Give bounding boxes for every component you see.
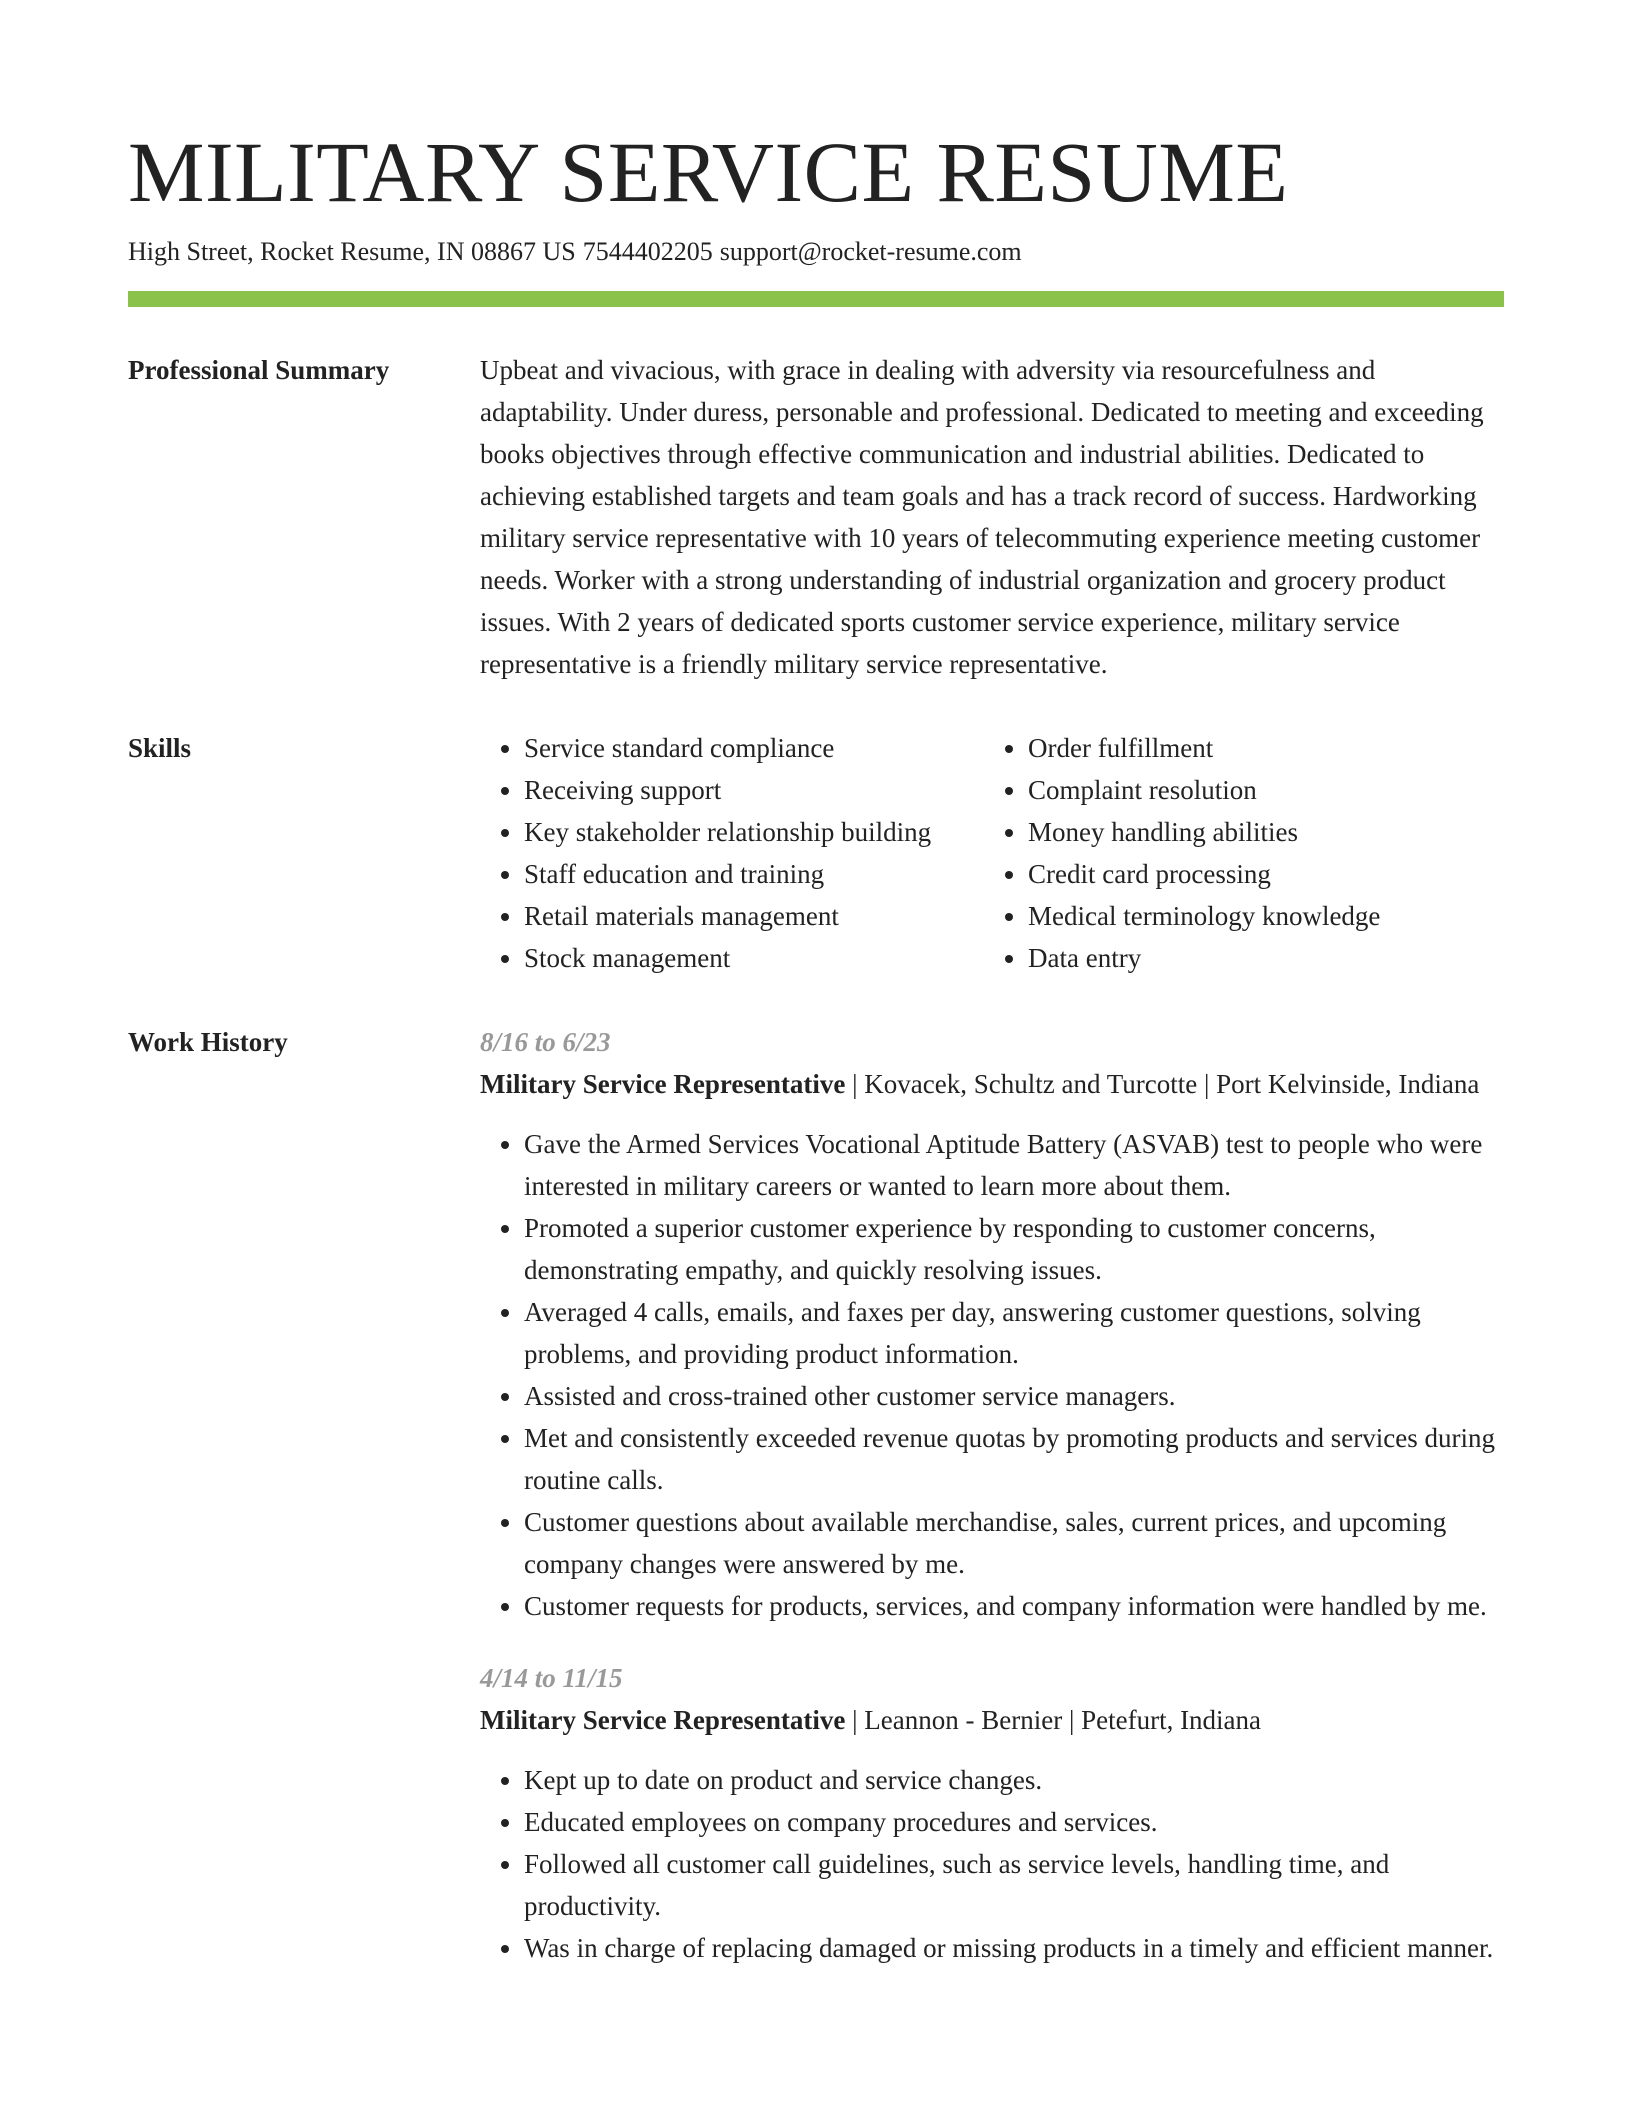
summary-text: Upbeat and vivacious, with grace in dealing with adversity via resourcefulness and adaptability. Under duress, personable and professional. Dedicated to meeting and exceeding books objectives through effective communication and industrial abilities. Dedicated to achieving established targets and team goals and has a track record of success. Hardworking military service representative with 10 years of telecommuting experience meeting customer needs. Worker with a strong understanding of industrial organization and grocery product issues. With 2 years of dedicated sports customer service experience, military service representative is a friendly military service representative. — [480, 355, 1484, 679]
job-title: Military Service Representative — [480, 1705, 846, 1735]
summary-heading: Professional Summary — [128, 355, 390, 385]
job-entry — [480, 1021, 1504, 1627]
job-duties-list — [480, 1123, 1504, 1627]
skills-heading: Skills — [128, 733, 192, 763]
job-title: Military Service Representative — [480, 1069, 846, 1099]
skills-section — [128, 727, 1504, 979]
resume-page — [128, 0, 1504, 1969]
job-duty: • Gave the Armed Services Vocational Aptitude Battery (ASVAB) test to people who were interested in military careers or wanted to learn more about them. — [524, 1123, 1504, 1207]
accent-rule — [128, 291, 1504, 307]
skill-item: • Medical terminology knowledge — [1028, 895, 1488, 937]
job-employer-location: | Leannon - Bernier | Petefurt, Indiana — [845, 1705, 1262, 1735]
contact-line — [128, 234, 1504, 270]
summary-section — [128, 349, 1504, 685]
skill-item: • Credit card processing — [1028, 853, 1488, 895]
contact-email: support@rocket-resume.com — [719, 237, 1022, 266]
job-duties-list — [480, 1759, 1504, 1969]
resume-title: MILITARY SERVICE RESUME — [128, 124, 1289, 220]
job-duty: • Customer requests for products, services, and company information were handled by me. — [524, 1585, 1504, 1627]
job-duty: • Averaged 4 calls, emails, and faxes per day, answering customer questions, solving problems, and providing product information. — [524, 1291, 1504, 1375]
skills-list-left — [480, 727, 984, 979]
work-history-section — [128, 1021, 1504, 1969]
work-history-body — [480, 1021, 1504, 1969]
skill-item: • Staff education and training — [524, 853, 984, 895]
job-dates: 8/16 to 6/23 — [480, 1027, 611, 1057]
job-entry — [480, 1657, 1504, 1969]
skill-item: • Service standard compliance — [524, 727, 984, 769]
skill-item: • Key stakeholder relationship building — [524, 811, 984, 853]
skill-item: • Money handling abilities — [1028, 811, 1488, 853]
job-duty: • Was in charge of replacing damaged or missing products in a timely and efficient manner. — [524, 1927, 1504, 1969]
job-duty: • Met and consistently exceeded revenue quotas by promoting products and services during routine calls. — [524, 1417, 1504, 1501]
skill-item: • Stock management — [524, 937, 984, 979]
job-duty: • Educated employees on company procedures and services. — [524, 1801, 1504, 1843]
summary-body — [480, 349, 1504, 685]
job-dates: 4/14 to 11/15 — [480, 1663, 623, 1693]
skill-item: • Complaint resolution — [1028, 769, 1488, 811]
job-duty: • Customer questions about available merchandise, sales, current prices, and upcoming company changes were answered by me. — [524, 1501, 1504, 1585]
job-heading — [480, 1699, 1504, 1741]
skills-body — [480, 727, 1504, 979]
skill-item: • Order fulfillment — [1028, 727, 1488, 769]
skills-list-right — [984, 727, 1488, 979]
contact-address: High Street, Rocket Resume, IN 08867 US — [128, 237, 576, 266]
job-heading — [480, 1063, 1504, 1105]
job-duty: • Assisted and cross-trained other customer service managers. — [524, 1375, 1504, 1417]
skill-item: • Receiving support — [524, 769, 984, 811]
job-employer-location: | Kovacek, Schultz and Turcotte | Port Kelvinside, Indiana — [845, 1069, 1480, 1099]
skill-item: • Retail materials management — [524, 895, 984, 937]
work-history-heading: Work History — [128, 1027, 288, 1057]
job-duty: • Followed all customer call guidelines, such as service levels, handling time, and productivity. — [524, 1843, 1504, 1927]
job-duty: • Kept up to date on product and service changes. — [524, 1759, 1504, 1801]
contact-phone: 7544402205 — [582, 237, 713, 266]
skill-item: • Data entry — [1028, 937, 1488, 979]
job-duty: • Promoted a superior customer experience by responding to customer concerns, demonstrating empathy, and quickly resolving issues. — [524, 1207, 1504, 1291]
